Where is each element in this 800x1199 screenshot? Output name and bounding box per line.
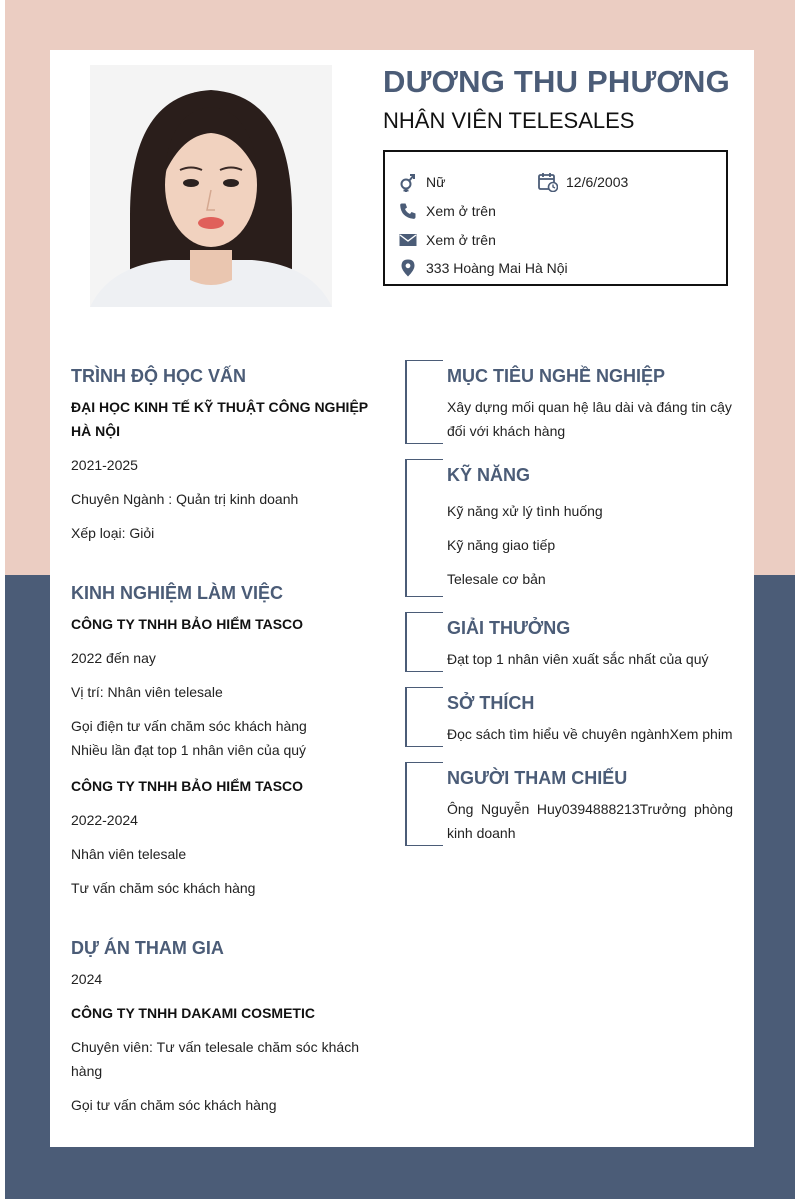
job-1-detail-2: Nhiều lần đạt top 1 nhân viên của quý [71,742,307,758]
hobbies-title: SỞ THÍCH [447,693,535,713]
education-years: 2021-2025 [71,457,138,473]
job-2-period: 2022-2024 [71,812,138,828]
objective-text: Xây dựng mối quan hệ lâu dài và đáng tin cậy đối với khách hàng [447,399,732,439]
job-2-company: CÔNG TY TNHH BẢO HIỂM TASCO [71,778,304,794]
education-school: ĐẠI HỌC KINH TẾ KỸ THUẬT CÔNG NGHIỆP HÀ NỘI [71,399,368,439]
project-detail: Gọi tư vấn chăm sóc khách hàng [71,1097,277,1113]
job-1-detail-1: Gọi điện tư vấn chăm sóc khách hàng [71,718,307,734]
objective-title: MỤC TIÊU NGHỀ NGHIỆP [447,366,666,386]
awards-title: GIẢI THƯỞNG [447,618,571,638]
hobbies-bracket [405,687,443,747]
phone-value: Xem ở trên [426,203,496,219]
skills-title: KỸ NĂNG [447,465,531,485]
job-1-company: CÔNG TY TNHH BẢO HIỂM TASCO [71,616,304,632]
profile-photo [90,65,332,307]
references-bracket [405,762,443,846]
project-role: Chuyên viên: Tư vấn telesale chăm sóc khách hàng [71,1039,359,1079]
email-row [398,230,496,250]
email-value: Xem ở trên [426,232,496,248]
gender-value: Nữ [426,174,446,190]
address-row [398,258,568,278]
birthday-row [538,172,628,192]
location-icon [398,258,418,278]
job-2-detail-1: Tư vấn chăm sóc khách hàng [71,880,256,896]
job-1-role: Vị trí: Nhân viên telesale [71,684,223,700]
gender-row [398,172,445,192]
projects-title: DỰ ÁN THAM GIA [71,938,224,958]
skill-item-1: Kỹ năng xử lý tình huống [447,503,603,519]
objective-bracket [405,360,443,444]
cv-sheet [50,50,754,1147]
contact-info-box [383,150,728,286]
birthday-value: 12/6/2003 [566,174,629,190]
awards-text: Đạt top 1 nhân viên xuất sắc nhất của quý [447,651,709,667]
hobbies-text: Đọc sách tìm hiểu về chuyên ngànhXem phim [447,726,733,742]
candidate-name: DƯƠNG THU PHƯƠNG [383,64,730,99]
education-title: TRÌNH ĐỘ HỌC VẤN [71,366,246,386]
skill-item-3: Telesale cơ bản [447,571,546,587]
education-grade: Xếp loại: Giỏi [71,525,155,541]
education-major: Chuyên Ngành : Quản trị kinh doanh [71,491,299,507]
address-value: 333 Hoàng Mai Hà Nội [426,260,568,276]
references-text: Ông Nguyễn Huy0394888213Trưởng phòng kinh doanh [447,801,733,841]
phone-row [398,201,496,221]
job-1-period: 2022 đến nay [71,650,156,666]
experience-title: KINH NGHIỆM LÀM VIỆC [71,583,284,603]
gender-icon [398,172,418,192]
awards-bracket [405,612,443,672]
email-icon [398,230,418,250]
job-2-role: Nhân viên telesale [71,846,187,862]
skills-bracket [405,459,443,597]
job-title: NHÂN VIÊN TELESALES [383,108,635,133]
references-title: NGƯỜI THAM CHIẾU [447,768,628,788]
skill-item-2: Kỹ năng giao tiếp [447,537,556,553]
phone-icon [398,201,418,221]
project-year: 2024 [71,971,103,987]
project-company: CÔNG TY TNHH DAKAMI COSMETIC [71,1005,315,1021]
calendar-icon [538,172,558,192]
